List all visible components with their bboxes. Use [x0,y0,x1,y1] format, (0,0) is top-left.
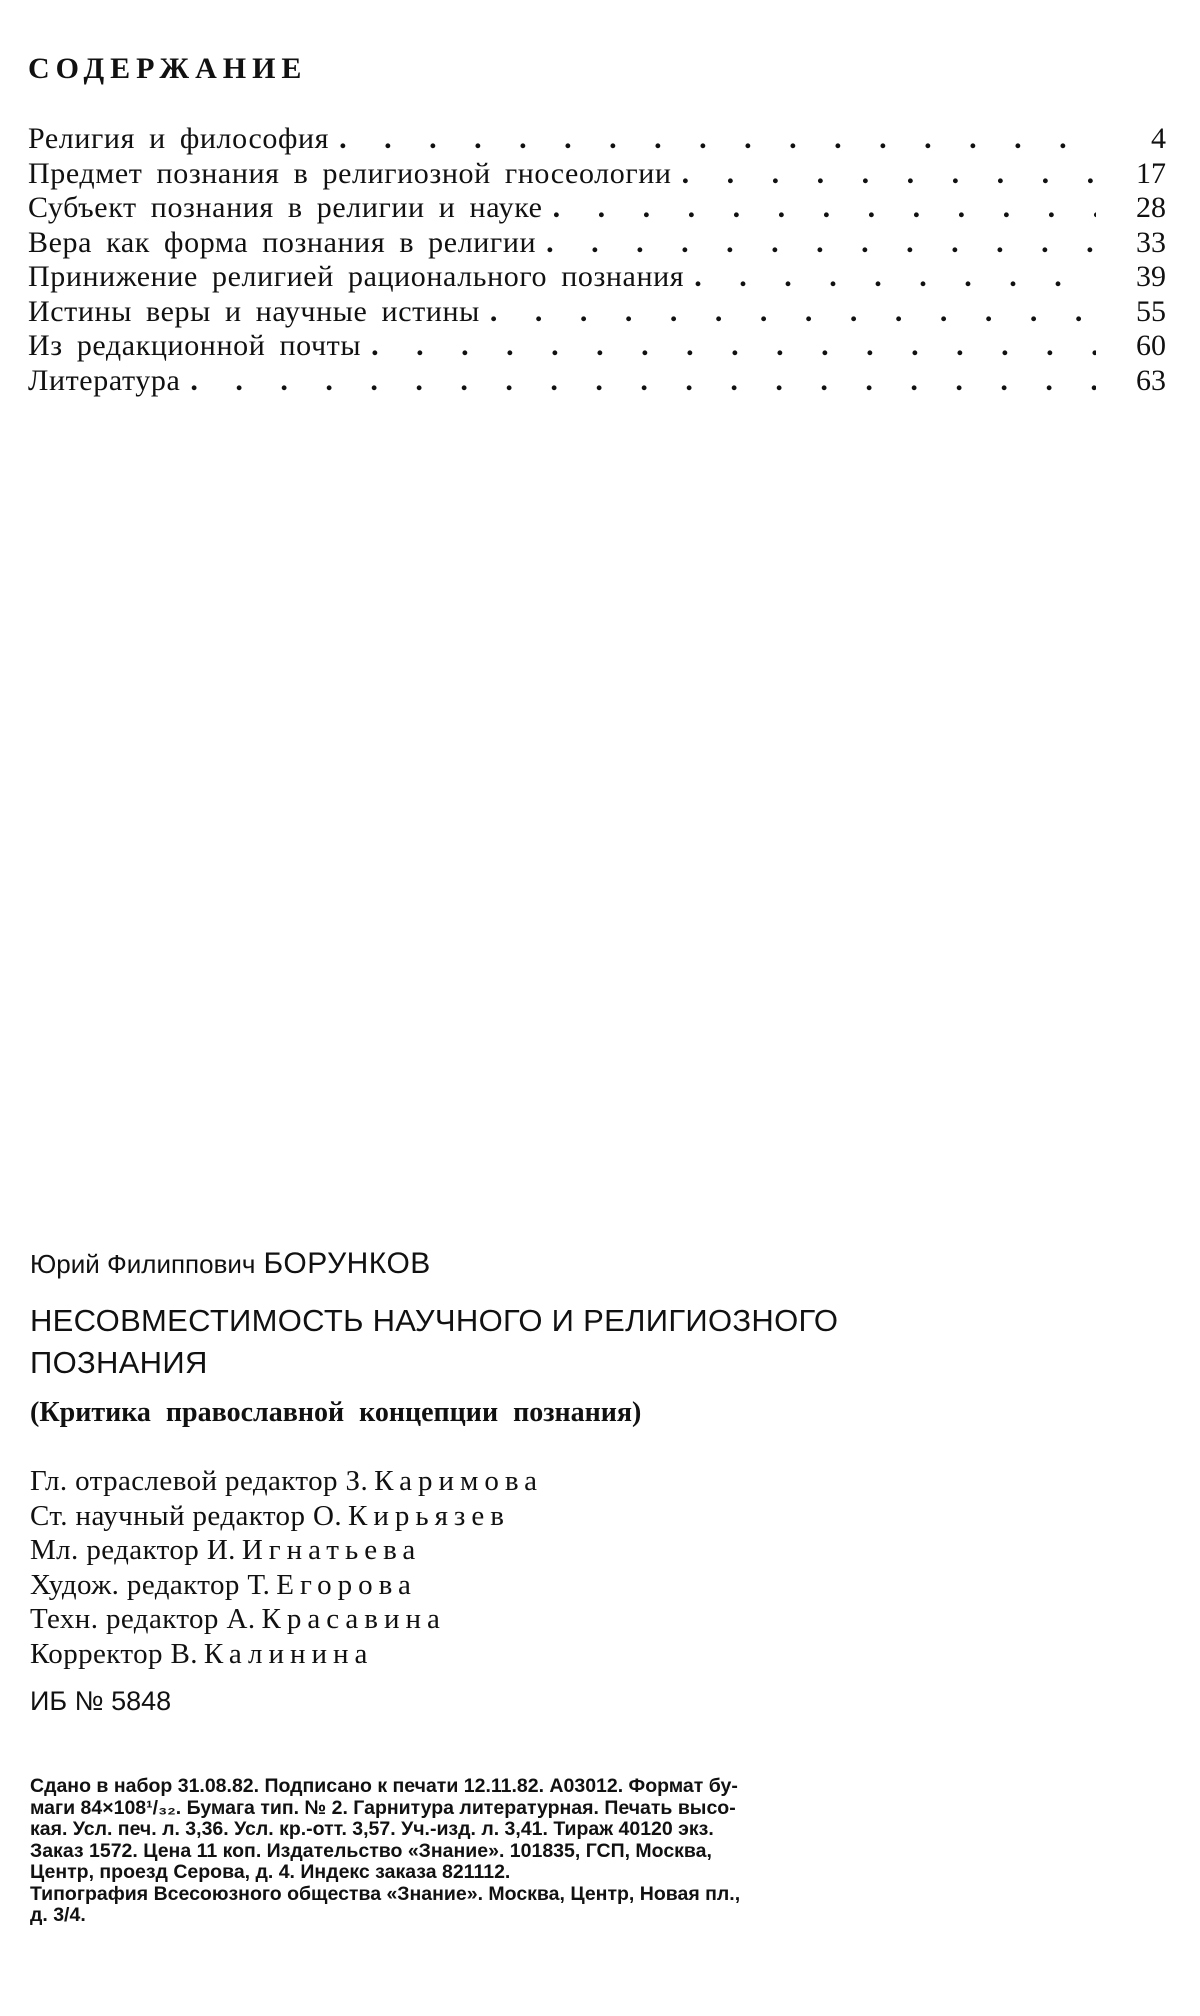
credit-line [30,1464,543,1499]
toc-dot-leader [694,260,1096,294]
colophon [30,1776,1168,1927]
toc-entry-title: Из редакционной почты [28,329,362,362]
author-first-name: Юрий Филиппович [30,1249,256,1279]
toc-entry-title: Принижение религией рационального познания [28,260,685,293]
toc-entry [28,364,1166,399]
credit-line [30,1499,543,1534]
credit-person: Красавина [261,1603,446,1635]
credit-role: Гл. отраслевой редактор З. [30,1465,369,1497]
toc-dot-leader [371,329,1096,363]
colophon-line: маги 84×108¹/₃₂. Бумага тип. № 2. Гарнитура литературная. Печать высо- [30,1796,736,1819]
toc-entry [28,157,1166,192]
credit-line [30,1602,543,1637]
toc-entry [28,122,1166,157]
toc-entry [28,191,1166,226]
toc-entry-page: 60 [1136,329,1166,362]
toc-entry-page: 28 [1136,191,1166,224]
toc-dot-leader [490,295,1096,329]
toc-entry-page: 63 [1136,363,1166,397]
toc-dot-leader [339,122,1096,156]
colophon-line: д. 3/4. [30,1904,86,1926]
credit-person: Игнатьева [241,1534,422,1566]
credit-role: Корректор В. [30,1637,198,1670]
ib-number: ИБ № 5848 [30,1686,172,1716]
credit-person: Каримова [374,1465,543,1497]
colophon-line: Заказ 1572. Цена 11 коп. Издательство «Знание». 101835, ГСП, Москва, [30,1839,712,1862]
toc-entry [28,260,1166,295]
toc-dot-leader [546,226,1096,260]
credit-line [30,1637,543,1672]
book-title-line: ПОЗНАНИЯ [30,1345,208,1380]
credit-person: Калинина [203,1637,374,1670]
table-of-contents [28,122,1166,398]
book-title-line: НЕСОВМЕСТИМОСТЬ НАУЧНОГО И РЕЛИГИОЗНОГО [30,1303,839,1338]
toc-entry-title: Предмет познания в религиозной гносеологии [28,156,672,190]
toc-dot-leader [190,364,1096,398]
credit-line [30,1533,543,1568]
toc-dot-leader [682,157,1096,191]
toc-entry-title: Вера как форма познания в религии [28,225,537,259]
author-last-name: БОРУНКОВ [263,1247,431,1280]
colophon-line: Типография Всесоюзного общества «Знание». Москва, Центр, Новая пл., [30,1882,741,1905]
toc-entry-title: Субъект познания в религии и науке [28,191,543,224]
credit-person: Кирьязев [348,1499,510,1532]
credit-line [30,1568,543,1603]
toc-heading: СОДЕРЖАНИЕ [28,52,308,85]
credit-person: Егорова [276,1568,417,1601]
toc-entry-page: 33 [1136,225,1166,259]
toc-entry-page: 55 [1136,294,1166,328]
colophon-line: кая. Усл. печ. л. 3,36. Усл. кр.-отт. 3,57. Уч.-изд. л. 3,41. Тираж 40120 экз. [30,1818,714,1840]
author-name [30,1247,431,1281]
credit-role: Техн. редактор А. [30,1603,256,1635]
toc-entry-title: Литература [28,363,181,397]
toc-entry-title: Религия и философия [28,122,330,155]
credit-role: Мл. редактор И. [30,1534,236,1566]
editorial-credits [30,1464,543,1671]
toc-entry-page: 4 [1151,122,1166,155]
toc-dot-leader [553,191,1096,225]
toc-entry [28,226,1166,261]
toc-entry [28,329,1166,364]
credit-role: Ст. научный редактор О. [30,1499,342,1532]
toc-entry-title: Истины веры и научные истины [28,294,480,328]
colophon-line: Центр, проезд Серова, д. 4. Индекс заказа 821112. [30,1861,511,1883]
toc-entry [28,295,1166,330]
book-subtitle: (Критика православной концепции познания) [30,1397,642,1428]
book-title [30,1300,1130,1384]
toc-entry-page: 39 [1136,260,1166,293]
colophon-line: Сдано в набор 31.08.82. Подписано к печати 12.11.82. А03012. Формат бу- [30,1775,738,1797]
toc-entry-page: 17 [1136,156,1166,190]
credit-role: Худож. редактор Т. [30,1568,271,1601]
